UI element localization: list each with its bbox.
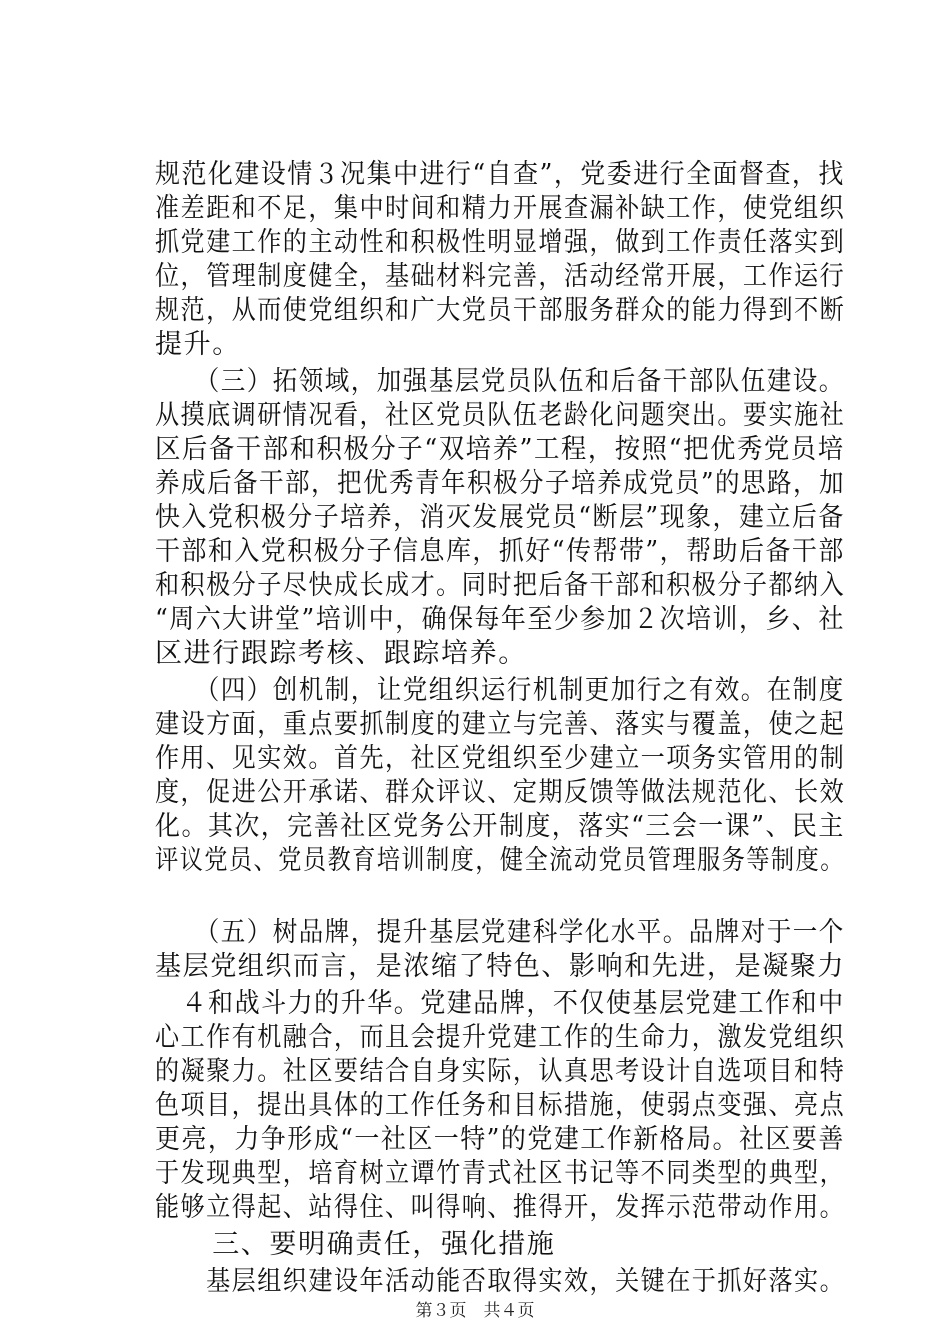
page-footer: 第３页 共４页	[415, 1301, 535, 1321]
text-line: 区后备干部和积极分子“双培养”工程，按照“把优秀党员培	[155, 434, 845, 465]
text-line: （四）创机制，让党组织运行机制更加行之有效。在制度	[155, 675, 845, 706]
text-line: ４和战斗力的升华。党建品牌，不仅使基层党建工作和中	[155, 988, 845, 1019]
text-line: （三）拓领域，加强基层党员队伍和后备干部队伍建设。	[155, 366, 845, 397]
text-line: 位，管理制度健全，基础材料完善，活动经常开展，工作运行	[155, 261, 846, 292]
text-line: 抓党建工作的主动性和积极性明显增强，做到工作责任落实到	[155, 227, 846, 258]
text-line: 和积极分子尽快成长成才。同时把后备干部和积极分子都纳入	[155, 570, 846, 601]
text-line: 区进行跟踪考核、跟踪培养。	[155, 638, 527, 669]
text-line: 养成后备干部，把优秀青年积极分子培养成党员”的思路，加	[155, 468, 846, 499]
text-line: 快入党积极分子培养，消灭发展党员“断层”现象，建立后备	[155, 502, 845, 533]
text-line: 作用、见实效。首先，社区党组织至少建立一项务实管用的制	[155, 743, 846, 774]
text-line: “周六大讲堂”培训中，确保每年至少参加２次培训，乡、社	[155, 604, 845, 635]
text-line: 化。其次，完善社区党务公开制度，落实“三会一课”、民主	[155, 811, 845, 842]
text-line: 建设方面，重点要抓制度的建立与完善、落实与覆盖，使之起	[155, 709, 846, 740]
text-line: 更亮，力争形成“一社区一特”的党建工作新格局。社区要善	[155, 1124, 845, 1155]
text-line: 基层组织建设年活动能否取得实效，关键在于抓好落实。	[155, 1266, 846, 1297]
text-line: 心工作有机融合，而且会提升党建工作的生命力，激发党组织	[155, 1022, 846, 1053]
text-line: 规范，从而使党组织和广大党员干部服务群众的能力得到不断	[155, 295, 846, 326]
text-line: 评议党员、党员教育培训制度，健全流动党员管理服务等制度。	[155, 845, 845, 876]
text-line: 准差距和不足，集中时间和精力开展查漏补缺工作，使党组织	[155, 193, 846, 224]
text-line: 度，促进公开承诺、群众评议、定期反馈等做法规范化、长效	[155, 777, 846, 808]
text-line: 规范化建设情３况集中进行“自查”，党委进行全面督查，找	[155, 159, 845, 190]
text-line: 三、要明确责任，强化措施	[155, 1229, 556, 1260]
text-line: 于发现典型，培育树立谭竹青式社区书记等不同类型的典型，	[155, 1158, 846, 1189]
text-line: 色项目，提出具体的工作任务和目标措施，使弱点变强、亮点	[155, 1090, 846, 1121]
text-line: 从摸底调研情况看，社区党员队伍老龄化问题突出。要实施社	[155, 400, 846, 431]
text-line: 干部和入党积极分子信息库，抓好“传帮带”，帮助后备干部	[155, 536, 845, 567]
text-line: 提升。	[155, 329, 241, 360]
text-line: 基层党组织而言，是浓缩了特色、影响和先进，是凝聚力	[155, 951, 845, 982]
text-line: （五）树品牌，提升基层党建科学化水平。品牌对于一个	[155, 917, 845, 948]
text-line: 能够立得起、站得住、叫得响、推得开，发挥示范带动作用。	[155, 1192, 846, 1223]
text-line: 的凝聚力。社区要结合自身实际，认真思考设计自选项目和特	[155, 1056, 846, 1087]
